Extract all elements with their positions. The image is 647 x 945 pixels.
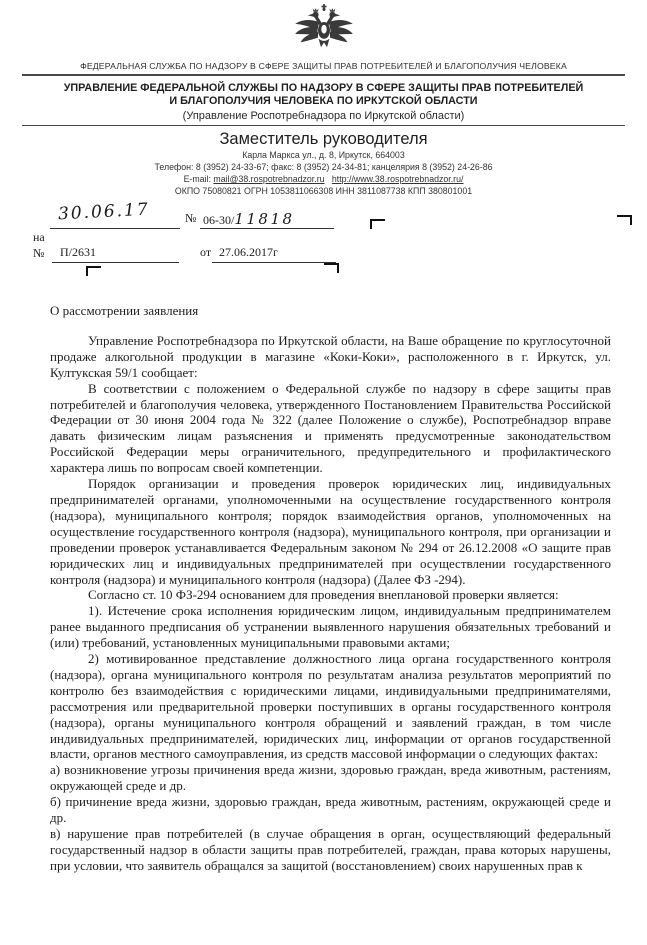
department-short-name: (Управление Роспотребнадзора по Иркутской области) — [182, 110, 465, 122]
outgoing-number-typed: 06-30/ — [203, 213, 235, 227]
letter-body — [50, 303, 611, 874]
body-paragraph: 1). Истечение срока исполнения юридическим лицом, индивидуальным предпринимателем ранее выданного предписания об устранении выявленного нарушения обязательных требований и (или) требований, установленных муниципальными правовыми актами; — [50, 603, 611, 651]
date-underline — [50, 228, 180, 229]
incoming-number: П/2631 — [60, 245, 96, 259]
outgoing-number-handwritten: 11818 — [234, 210, 295, 228]
body-paragraph: б) причинение вреда жизни, здоровью граждан, вреда животным, растениям, окружающей среде и др. — [50, 794, 611, 826]
reference-block — [0, 200, 647, 290]
incoming-number-underline — [52, 262, 179, 263]
incoming-date: 27.06.2017г — [219, 245, 278, 259]
paragraphs-container — [50, 333, 611, 874]
number-underline — [200, 228, 334, 229]
outgoing-number — [203, 210, 295, 228]
subject-line: О рассмотрении заявления — [50, 303, 199, 318]
body-paragraph: а) возникновение угрозы причинения вреда жизни, здоровью граждан, вреда животным, растениям, окружающей среде и др. — [50, 762, 611, 794]
email-address: mail@38.rospotrebnadzor.ru — [213, 174, 325, 184]
emblem-wrap — [0, 4, 647, 54]
email-line — [0, 174, 647, 185]
department-name-line2: И БЛАГОПОЛУЧИЯ ЧЕЛОВЕКА ПО ИРКУТСКОЙ ОБЛАСТИ — [169, 95, 478, 107]
divider-bottom — [22, 125, 625, 126]
addressee-corner-mark-top-left — [370, 219, 385, 229]
body-paragraph: в) нарушение прав потребителей (в случае обращения в орган, осуществляющий федеральный государственный надзор в области защиты прав потребителей, граждан, права которых нарушены, при условии, что заявитель обращался за защитой (восстановлением) своих нарушенных прав к — [50, 826, 611, 873]
postal-address: Карла Маркса ул., д. 8, Иркутск, 664003 — [242, 150, 405, 160]
letterhead — [0, 0, 647, 197]
addressee-corner-mark-top-right — [617, 215, 632, 225]
incoming-date-underline — [212, 262, 336, 263]
russian-coat-of-arms-icon — [287, 4, 361, 57]
federal-service-name: ФЕДЕРАЛЬНАЯ СЛУЖБА ПО НАДЗОРУ В СФЕРЕ ЗАЩИТЫ ПРАВ ПОТРЕБИТЕЛЕЙ И БЛАГОПОЛУЧИЯ ЧЕЛОВЕКА — [80, 61, 567, 71]
department-name-line1: УПРАВЛЕНИЕ ФЕДЕРАЛЬНОЙ СЛУЖБЫ ПО НАДЗОРУ В СФЕРЕ ЗАЩИТЫ ПРАВ ПОТРЕБИТЕЛЕЙ — [63, 82, 584, 94]
addressee-corner-mark-lower-right — [324, 263, 339, 273]
body-paragraph: Согласно ст. 10 ФЗ-294 основанием для проведения внеплановой проверки является: — [88, 587, 559, 603]
addressee-corner-mark-lower-left — [86, 266, 101, 276]
reply-number-sign: № — [33, 246, 45, 260]
body-paragraph: Управление Роспотребнадзора по Иркутской области, на Ваше обращение по круглосуточной продаже алкогольной продукции в магазине «Коки-Коки», расположенного в г. Иркутск, ул. Култукская 59/1 сообщает: — [50, 332, 611, 380]
divider-top — [22, 74, 625, 76]
body-paragraph: В соответствии с положением о Федеральной службе по надзору в сфере защиты прав потребителей и благополучия человека, утвержденного Постановлением Правительства Российской Федерации от 30 июня 2004 года № 322 (далее Положение о службе), Роспотребнадзор вправе давать физическим лицам разъяснения и применять предусмотренные законодательством Российской Федерации меры ограничительного, предупредительного и профилактического характера лишь по вопросам своей компетенции. — [50, 380, 611, 476]
outgoing-date-handwritten: 30.06.17 — [57, 199, 151, 225]
phone-line: Телефон: 8 (3952) 24-33-67; факс: 8 (3952) 24-34-81; канцелярия 8 (3952) 24-26-86 — [154, 162, 493, 172]
website-url: http://www.38.rospotrebnadzor.ru/ — [331, 174, 464, 184]
from-label: от — [200, 245, 212, 259]
body-paragraph: Порядок организации и проведения проверок юридических лиц, индивидуальных предпринимателей органами, уполномоченными на осуществление государственного контроля (надзора), муниципального контроля; порядок взаимодействия органов, уполномоченных на осуществление государственного контроля (надзора), муниципального контроля, при организации и проведении проверок устанавливается Федеральным законом № 294 от 26.12.2008 «О защите прав юридических лиц и индивидуальных предпринимателей при осуществлении государственного контроля (надзора) и муниципального контроля (надзора) (Далее ФЗ -294). — [50, 476, 611, 587]
registration-codes: ОКПО 75080821 ОГРН 1053811066308 ИНН 3811087738 КПП 380801001 — [174, 186, 473, 196]
signatory-title: Заместитель руководителя — [219, 130, 428, 148]
reply-on-label: на — [33, 230, 45, 244]
number-sign: № — [185, 211, 197, 225]
body-paragraph: 2) мотивированное представление должностного лица органа государственного контроля (надзора), органа муниципального контроля по результатам анализа результатов мероприятий по контролю без взаимодействия с юридическими лицами, индивидуальными предпринимателями, рассмотрения или предварительной проверки поступивших в органы государственного контроля (надзора), органы муниципального контроля обращений и заявлений граждан, в том числе индивидуальных предпринимателей, юридических лиц, информации от органов государственной власти, органов местного самоуправления, из средств массовой информации о следующих фактах: — [50, 651, 611, 762]
email-label: E-mail: — [183, 174, 211, 184]
